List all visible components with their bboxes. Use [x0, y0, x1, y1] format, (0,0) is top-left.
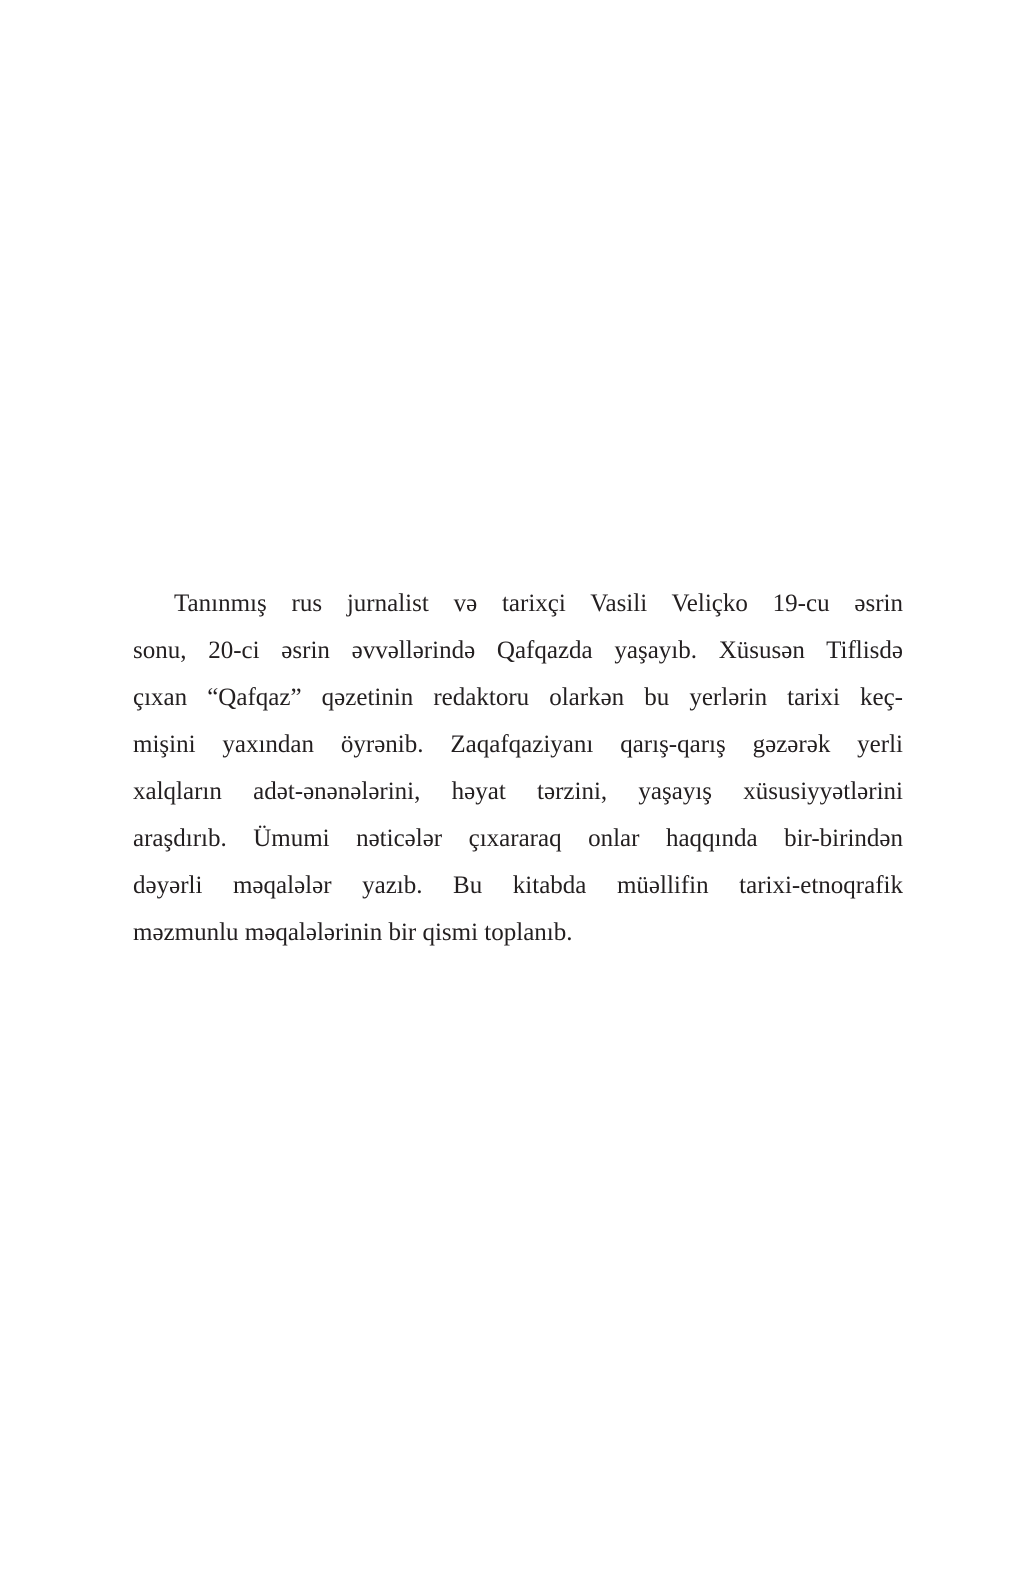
paragraph-line: sonu, 20-ci əsrin əvvəllərində Qafqazda yaşayıb. Xüsusən Tiflisdə	[133, 637, 903, 664]
paragraph-line: məzmunlu məqalələrinin bir qismi toplanıb.	[133, 919, 573, 946]
paragraph-line: dəyərli məqalələr yazıb. Bu kitabda müəllifin tarixi-etnoqrafik	[133, 872, 903, 899]
paragraph-line: Tanınmış rus jurnalist və tarixçi Vasili Veliçko 19-cu əsrin	[174, 590, 903, 617]
paragraph-line: mişini yaxından öyrənib. Zaqafqaziyanı qarış-qarış gəzərək yerli	[133, 731, 903, 758]
paragraph-line: xalqların adət-ənənələrini, həyat tərzini, yaşayış xüsusiyyətlərini	[133, 778, 903, 805]
paragraph-line: çıxan “Qafqaz” qəzetinin redaktoru olarkən bu yerlərin tarixi keç-	[133, 684, 903, 711]
paragraph-line: araşdırıb. Ümumi nəticələr çıxararaq onlar haqqında bir-birindən	[133, 825, 903, 852]
annotation-paragraph	[133, 580, 903, 956]
